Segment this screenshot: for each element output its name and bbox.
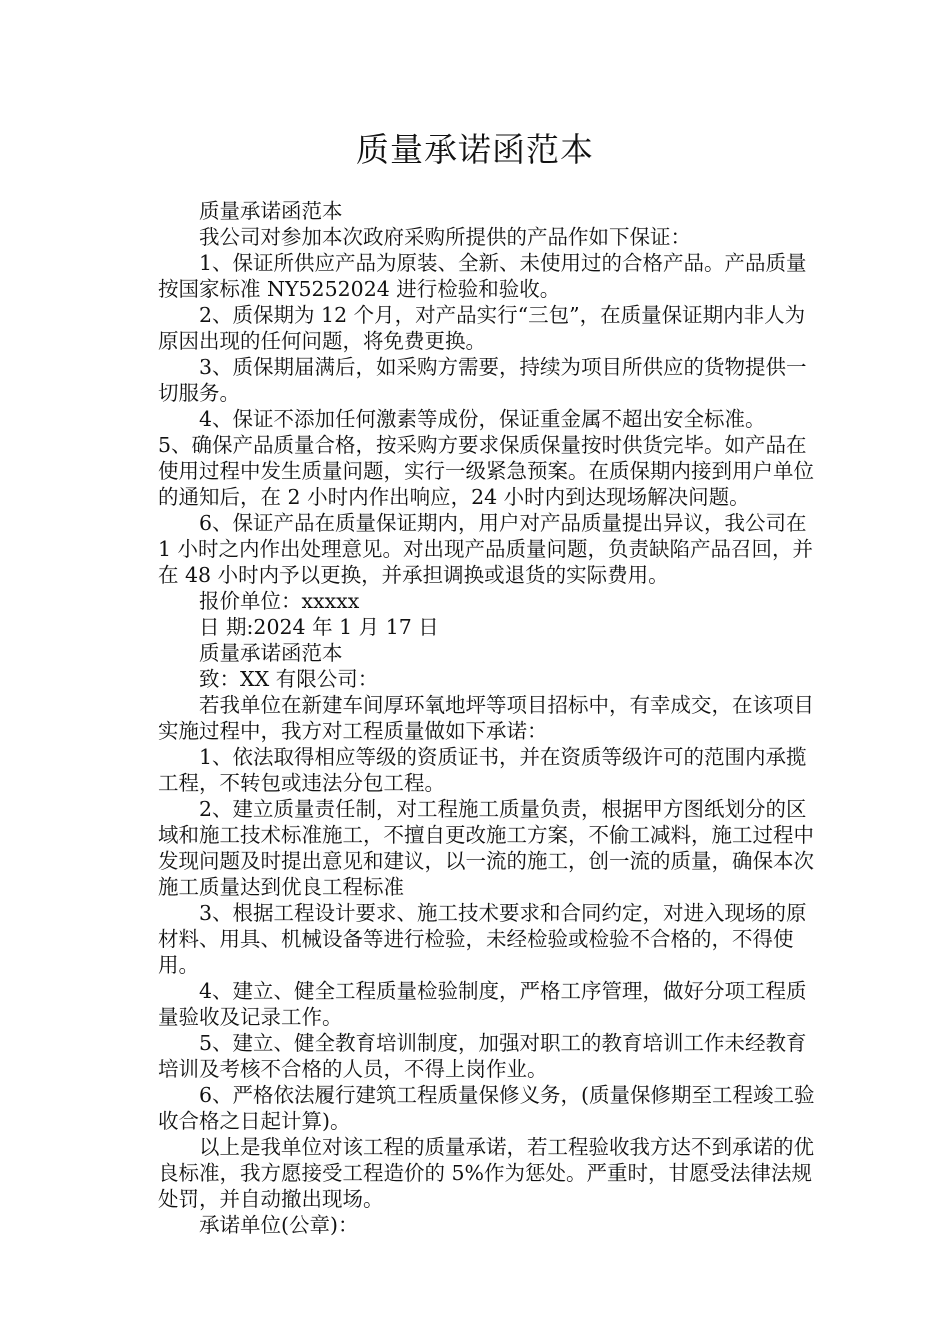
- paragraph-item: 5、建立、健全教育培训制度，加强对职工的教育培训工作未经教育培训及考核不合格的人员，不得上岗作业。: [158, 1031, 807, 1081]
- paragraph-item: 3、根据工程设计要求、施工技术要求和合同约定，对进入现场的原材料、用具、机械设备等进行检验，未经检验或检验不合格的，不得使用。: [158, 901, 807, 977]
- section-heading-1: 质量承诺函范本: [199, 199, 343, 223]
- section-heading-2: 质量承诺函范本: [199, 641, 343, 665]
- document-body: [158, 198, 818, 1238]
- paragraph-intro-2: 若我单位在新建车间厚环氧地坪等项目招标中，有幸成交，在该项目实施过程中，我方对工程质量做如下承诺：: [158, 693, 814, 743]
- paragraph-item: 1、保证所供应产品为原装、全新、未使用过的合格产品。产品质量按国家标准 NY5252024 进行检验和验收。: [158, 251, 807, 301]
- paragraph-item: 4、建立、健全工程质量检验制度，严格工序管理，做好分项工程质量验收及记录工作。: [158, 979, 807, 1029]
- paragraph-item: 3、质保期届满后，如采购方需要，持续为项目所供应的货物提供一切服务。: [158, 355, 807, 405]
- paragraph-item: 6、保证产品在质量保证期内，用户对产品质量提出异议，我公司在 1 小时之内作出处理意见。对出现产品质量问题，负责缺陷产品召回，并在 48 小时内予以更换，并承担调换或退货的实际费用。: [158, 511, 814, 587]
- quote-unit-line: 报价单位：xxxxx: [199, 589, 360, 613]
- paragraph-item: 5、确保产品质量合格，按采购方要求保质保量按时供货完毕。如产品在使用过程中发生质量问题，实行一级紧急预案。在质保期内接到用户单位的通知后，在 2 小时内作出响应，24 小时内到达现场解决问题。: [158, 433, 814, 509]
- paragraph-item: 4、保证不添加任何激素等成份，保证重金属不超出安全标准。: [199, 407, 766, 431]
- paragraph-item: 1、依法取得相应等级的资质证书，并在资质等级许可的范围内承揽工程，不转包或违法分包工程。: [158, 745, 807, 795]
- paragraph-intro-1: 我公司对参加本次政府采购所提供的产品作如下保证：: [199, 225, 691, 249]
- paragraph-item: 2、建立质量责任制，对工程施工质量负责，根据甲方图纸划分的区域和施工技术标准施工，不擅自更改施工方案，不偷工减料，施工过程中发现问题及时提出意见和建议，以一流的施工，创一流的质量，确保本次施工质量达到优良工程标准: [158, 797, 814, 899]
- paragraph-item: 6、严格依法履行建筑工程质量保修义务，(质量保修期至工程竣工验收合格之日起计算)。: [158, 1083, 815, 1133]
- paragraph-conclusion: 以上是我单位对该工程的质量承诺，若工程验收我方达不到承诺的优良标准，我方愿接受工程造价的 5%作为惩处。严重时，甘愿受法律法规处罚，并自动撤出现场。: [158, 1135, 814, 1211]
- document-title: 质量承诺函范本: [356, 130, 594, 169]
- paragraph-item: 2、质保期为 12 个月，对产品实行“三包”，在质量保证期内非人为原因出现的任何问题，将免费更换。: [158, 303, 806, 353]
- recipient-line: 致：XX 有限公司：: [199, 667, 379, 691]
- date-line: 日 期:2024 年 1 月 17 日: [199, 615, 439, 639]
- signature-line: 承诺单位(公章)：: [199, 1213, 359, 1237]
